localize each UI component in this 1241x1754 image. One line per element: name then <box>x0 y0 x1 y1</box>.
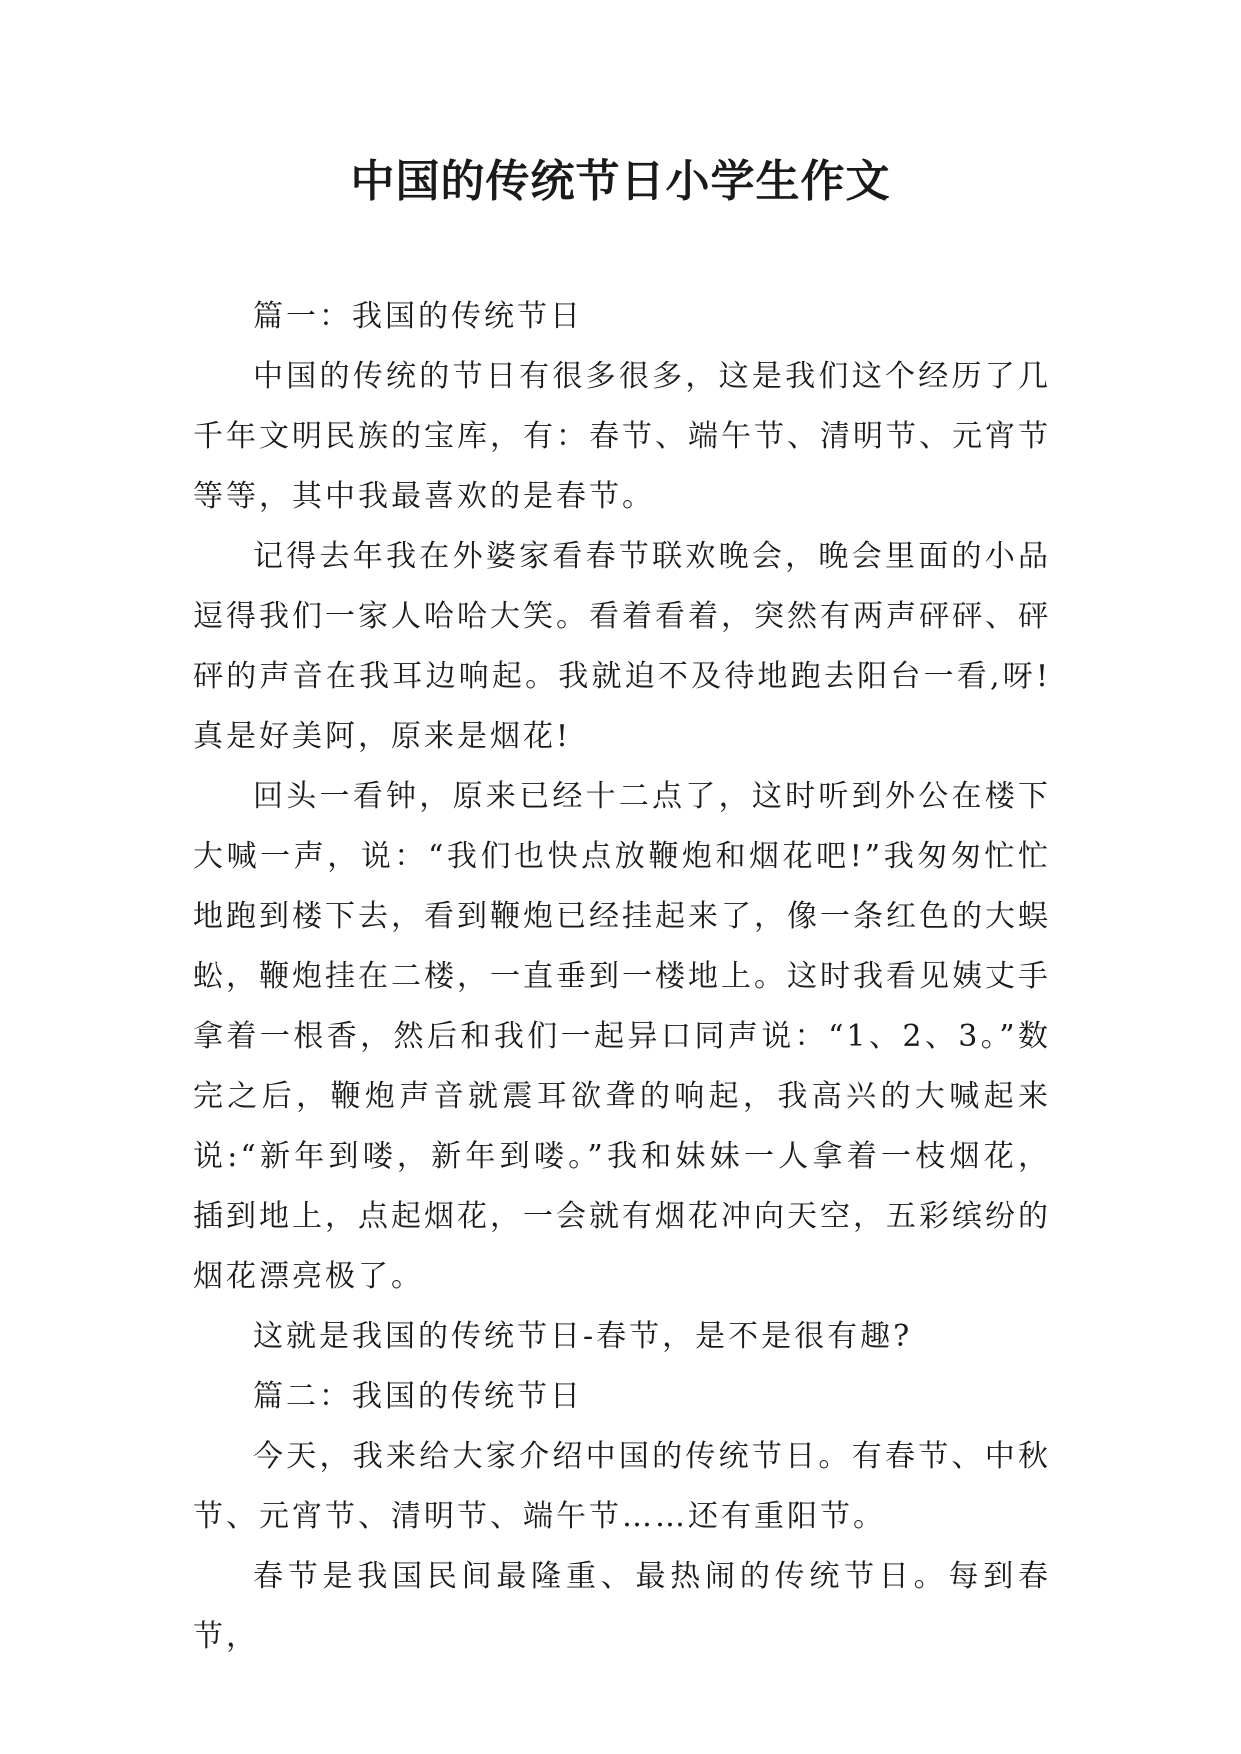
document-title: 中国的传统节日小学生作文 <box>350 156 891 207</box>
paragraph: 回头一看钟，原来已经十二点了，这时听到外公在楼下大喊一声，说：“我们也快点放鞭炮和烟花吧!”我匆匆忙忙地跑到楼下去，看到鞭炮已经挂起来了，像一条红色的大蜈蚣，鞭炮挂在二楼，一直垂到一楼地上。这时我看见姨丈手拿着一根香，然后和我们一起异口同声说：“1、2、3。”数完之后，鞭炮声音就震耳欲聋的响起，我高兴的大喊起来说:“新年到喽，新年到喽。”我和妹妹一人拿着一枝烟花，插到地上，点起烟花，一会就有烟花冲向天空，五彩缤纷的烟花漂亮极了。 <box>193 779 1051 1294</box>
paragraph: 春节是我国民间最隆重、最热闹的传统节日。每到春节， <box>193 1559 1051 1654</box>
paragraph: 今天，我来给大家介绍中国的传统节日。有春节、中秋节、元宵节、清明节、端午节……还有重阳节。 <box>193 1439 1051 1534</box>
paragraph: 中国的传统的节日有很多很多，这是我们这个经历了几千年文明民族的宝库，有：春节、端午节、清明节、元宵节等等，其中我最喜欢的是春节。 <box>193 359 1051 514</box>
section-heading-2: 篇二：我国的传统节日 <box>253 1379 583 1414</box>
paragraph: 这就是我国的传统节日-春节，是不是很有趣? <box>253 1319 913 1354</box>
section-heading-1: 篇一：我国的传统节日 <box>253 299 583 334</box>
document-body <box>193 287 1051 1667</box>
paragraph: 记得去年我在外婆家看春节联欢晚会，晚会里面的小品逗得我们一家人哈哈大笑。看着看着，突然有两声砰砰、砰砰的声音在我耳边响起。我就迫不及待地跑去阳台一看,呀!真是好美阿，原来是烟花! <box>193 539 1051 754</box>
